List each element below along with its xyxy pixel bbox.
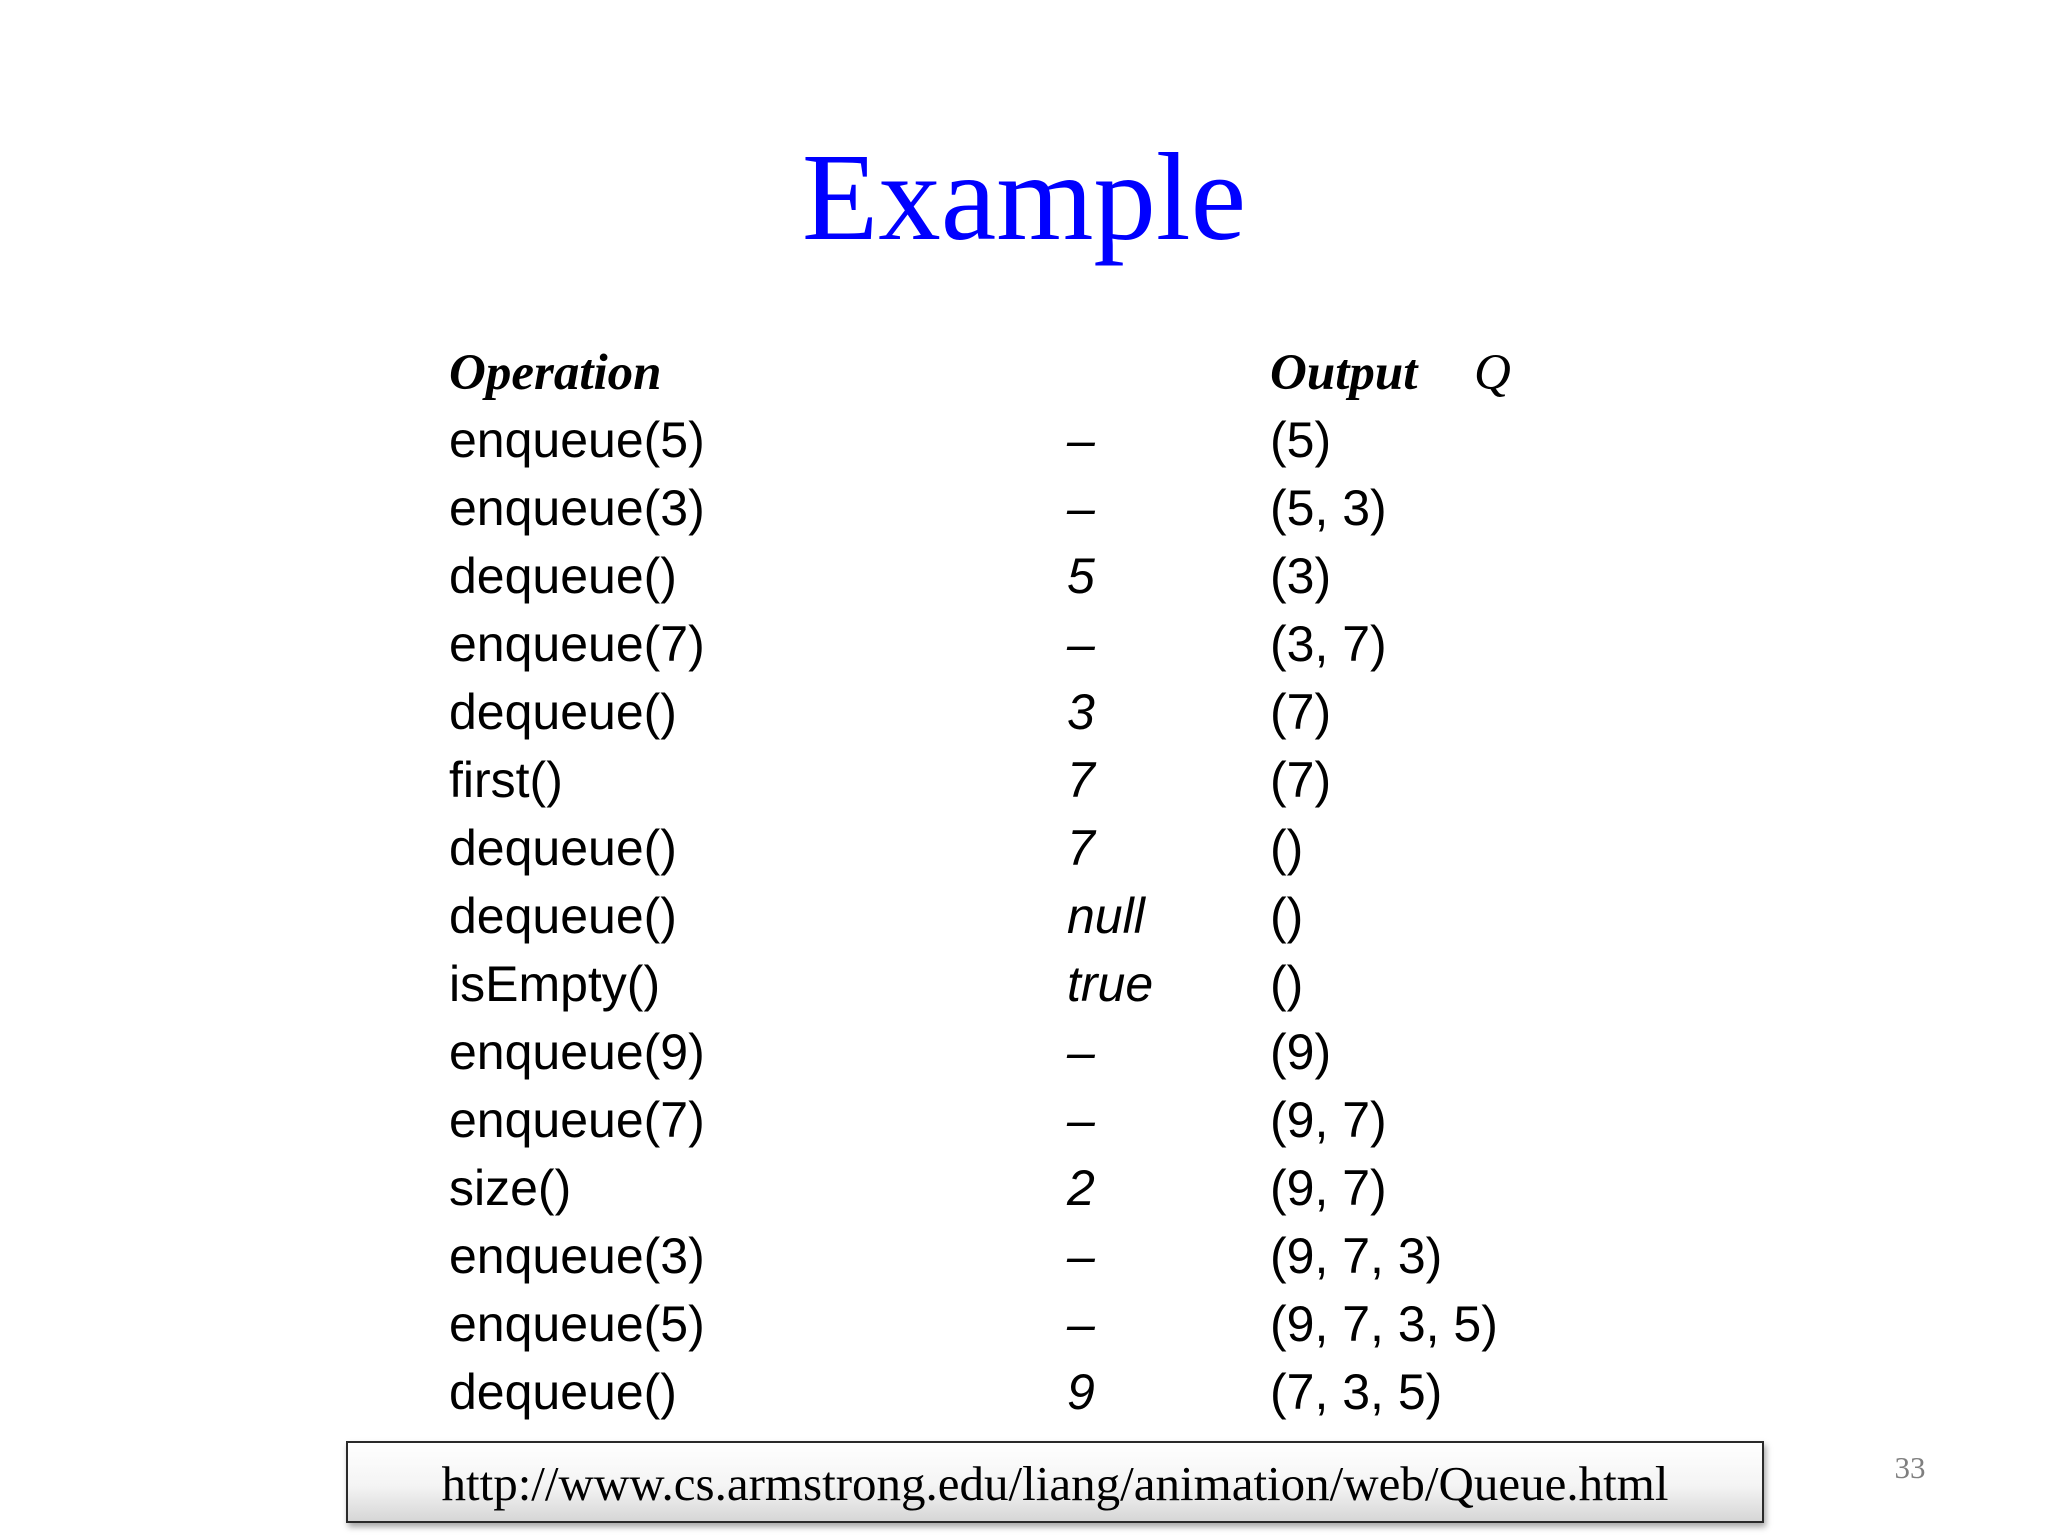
table-row xyxy=(0,814,2048,882)
queue-cell: () xyxy=(1270,888,1304,944)
output-cell: 9 xyxy=(1067,1364,1095,1420)
queue-cell: (7) xyxy=(1270,684,1332,740)
table-row xyxy=(0,542,2048,610)
table-row xyxy=(0,882,2048,950)
table-row xyxy=(0,1154,2048,1222)
operation-cell: enqueue(5) xyxy=(449,412,705,468)
operation-cell: dequeue() xyxy=(449,888,677,944)
queue-cell: () xyxy=(1270,956,1304,1012)
operation-cell: enqueue(7) xyxy=(449,616,705,672)
output-cell: 2 xyxy=(1067,1160,1095,1216)
queue-cell: (5) xyxy=(1270,412,1332,468)
output-cell: – xyxy=(1067,1092,1095,1148)
queue-cell: (5, 3) xyxy=(1270,480,1387,536)
operation-cell: size() xyxy=(449,1160,572,1216)
queue-cell: (7) xyxy=(1270,752,1332,808)
queue-cell: () xyxy=(1270,820,1304,876)
output-cell: 3 xyxy=(1067,684,1095,740)
output-cell: true xyxy=(1067,956,1154,1012)
queue-cell: (9, 7) xyxy=(1270,1092,1387,1148)
operation-cell: dequeue() xyxy=(449,1364,677,1420)
queue-cell: (9, 7, 3, 5) xyxy=(1270,1296,1498,1352)
output-cell: – xyxy=(1067,1228,1095,1284)
url-link[interactable]: http://www.cs.armstrong.edu/liang/animation/web/Queue.html xyxy=(346,1441,1764,1523)
table-row xyxy=(0,746,2048,814)
table-row xyxy=(0,1290,2048,1358)
output-cell: – xyxy=(1067,616,1095,672)
operation-column-header: Operation xyxy=(449,345,662,401)
output-cell: 7 xyxy=(1067,752,1095,808)
table-row xyxy=(0,950,2048,1018)
page-number: 33 xyxy=(1894,1450,1926,1485)
queue-column-header: Q xyxy=(1474,345,1511,401)
queue-cell: (7, 3, 5) xyxy=(1270,1364,1443,1420)
output-cell: – xyxy=(1067,412,1095,468)
table-row xyxy=(0,1018,2048,1086)
operation-cell: dequeue() xyxy=(449,684,677,740)
queue-cell: (3) xyxy=(1270,548,1332,604)
operation-cell: enqueue(5) xyxy=(449,1296,705,1352)
output-cell: – xyxy=(1067,1024,1095,1080)
table-row xyxy=(0,474,2048,542)
queue-cell: (9, 7, 3) xyxy=(1270,1228,1443,1284)
queue-cell: (9, 7) xyxy=(1270,1160,1387,1216)
output-column-header: Output xyxy=(1270,345,1418,401)
table-row xyxy=(0,1222,2048,1290)
operation-cell: dequeue() xyxy=(449,548,677,604)
table-row xyxy=(0,678,2048,746)
table-row xyxy=(0,1358,2048,1426)
queue-cell: (9) xyxy=(1270,1024,1332,1080)
output-cell: null xyxy=(1067,888,1145,944)
output-cell: – xyxy=(1067,480,1095,536)
operation-cell: isEmpty() xyxy=(449,956,661,1012)
operation-cell: enqueue(3) xyxy=(449,1228,705,1284)
slide-title: Example xyxy=(801,129,1247,267)
output-cell: 5 xyxy=(1067,548,1095,604)
operations-table xyxy=(0,406,2048,1426)
table-row xyxy=(0,406,2048,474)
operation-cell: dequeue() xyxy=(449,820,677,876)
operation-cell: enqueue(3) xyxy=(449,480,705,536)
operation-cell: enqueue(7) xyxy=(449,1092,705,1148)
queue-cell: (3, 7) xyxy=(1270,616,1387,672)
table-row xyxy=(0,610,2048,678)
table-row xyxy=(0,1086,2048,1154)
output-cell: – xyxy=(1067,1296,1095,1352)
operation-cell: enqueue(9) xyxy=(449,1024,705,1080)
output-cell: 7 xyxy=(1067,820,1095,876)
operation-cell: first() xyxy=(449,752,563,808)
